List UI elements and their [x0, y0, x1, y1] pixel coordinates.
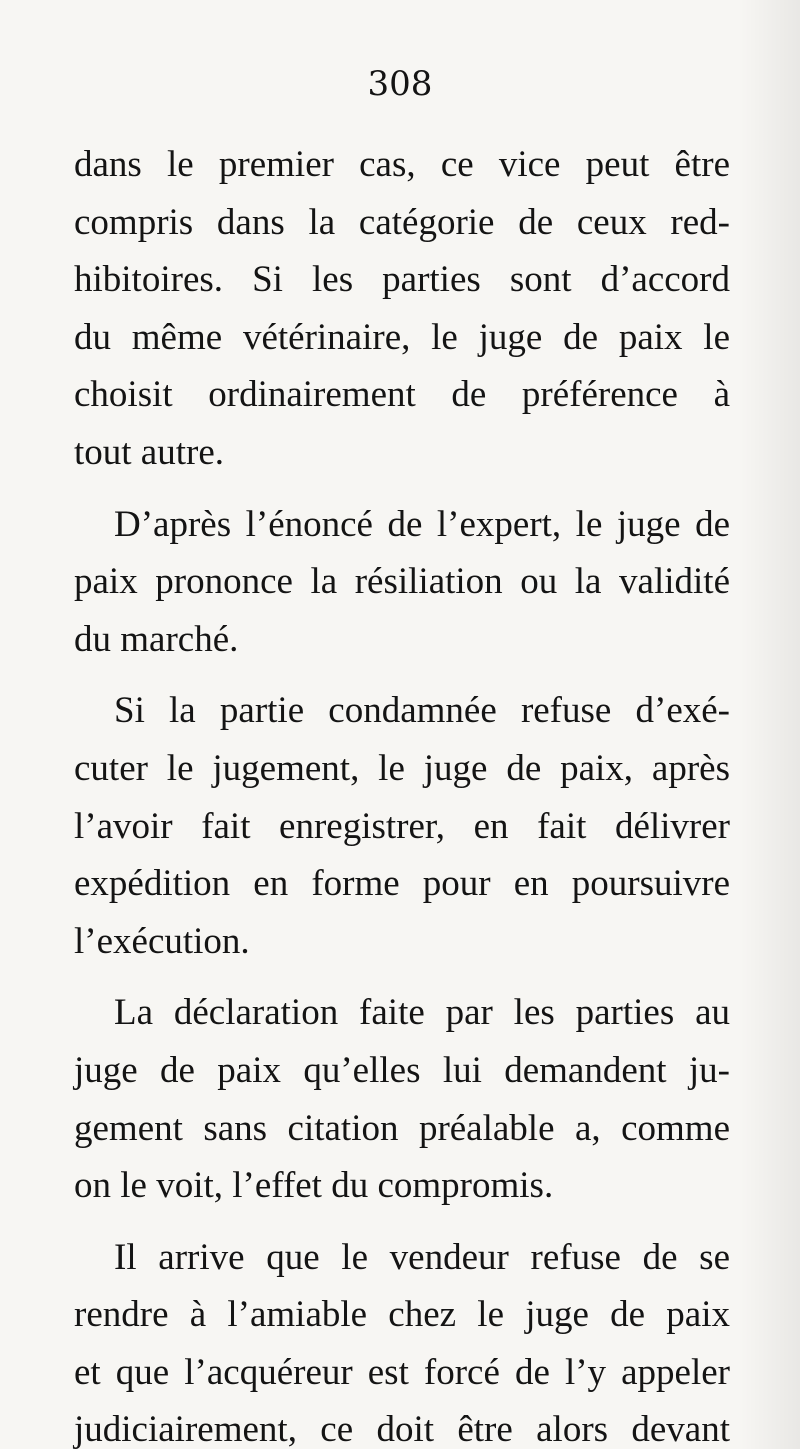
text-line: du marché. [74, 618, 239, 660]
text-line: tout autre. [74, 431, 225, 473]
text-line: hibitoires. Si les parties sont d’accord [74, 259, 730, 301]
text-line: et que l’acquéreur est forcé de l’y appeler [74, 1351, 730, 1393]
text-line: La déclaration faite par les parties au [114, 992, 730, 1034]
body-text [74, 136, 730, 1449]
text-line: D’après l’énoncé de l’expert, le juge de [114, 503, 730, 545]
paragraph [74, 682, 730, 970]
text-line: on le voit, l’effet du compromis. [74, 1165, 554, 1207]
paragraph [74, 136, 730, 482]
text-line: l’exécution. [74, 920, 250, 962]
text-line: rendre à l’amiable chez le juge de paix [74, 1294, 730, 1336]
paragraph [74, 496, 730, 669]
text-line: choisit ordinairement de préférence à [74, 374, 730, 416]
text-line: du même vétérinaire, le juge de paix le [74, 316, 730, 358]
text-line: gement sans citation préalable a, comme [74, 1107, 730, 1149]
text-line: dans le premier cas, ce vice peut être [74, 144, 730, 185]
text-line: compris dans la catégorie de ceux red- [74, 201, 730, 243]
text-line: paix prononce la résiliation ou la validité [74, 561, 730, 603]
text-line: Il arrive que le vendeur refuse de se [114, 1236, 730, 1278]
text-line: expédition en forme pour en poursuivre [74, 863, 730, 905]
text-line: Si la partie condamnée refuse d’exé- [114, 690, 730, 732]
paragraph [74, 984, 730, 1214]
text-line: judiciairement, ce doit être alors devant [74, 1409, 730, 1449]
text-line: cuter le jugement, le juge de paix, après [74, 747, 730, 789]
page-number: 308 [367, 64, 433, 104]
text-line: l’avoir fait enregistrer, en fait délivrer [74, 805, 730, 847]
text-line: juge de paix qu’elles lui demandent ju- [74, 1049, 730, 1091]
paragraph [74, 1229, 730, 1449]
